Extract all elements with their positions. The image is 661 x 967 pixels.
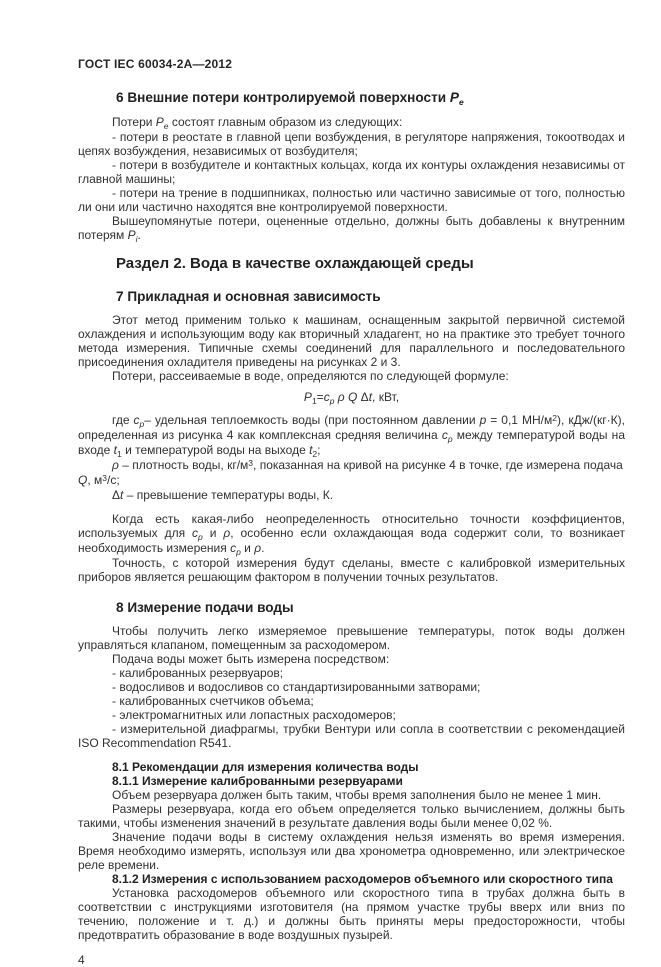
subsection-8-1-heading: 8.1 Рекомендации для измерения количества воды — [112, 760, 419, 774]
para-where-cp: где $c_p-$ удельная теплоемкость воды (при постоянном давлении p = 0,1 $МН/м^2$), кДж/(кг·К), определенная из рисунка 4 как комплексная средняя величина $c_p$ между температурой воды на входе $t_1$ и температурой воды на выходе $t_2$; — [78, 412, 625, 459]
para-uncertainty: Когда есть какая-либо неопределенность относительно точности коэффициентов, используемых для $c_p$ и ρ, особенно если охлаждающая вода содержит соли, то возникает необходимость измерения $c_p$ и ρ. — [78, 512, 625, 557]
para-summary: Вышеупомянутые потери, оцененные отдельно, должны быть добавлены к внутренним потерям $P_i$. — [78, 214, 625, 244]
para-dimensions: Размеры резервуара, когда его объем определяется только вычислением, должны быть такими, чтобы изменения значений в результате давления воды были менее 0,02 %. — [78, 802, 625, 830]
page-number: 4 — [78, 953, 85, 967]
bullet-item: - измерительной диафрагмы, трубки Вентури или сопла в соответствии с рекомендацией ISO Recommendation R541. — [78, 722, 625, 750]
para-flow-value: Значение подачи воды в систему охлаждения нельзя изменять во время измерения. Время необходимо измерять, используя или два хронометра одновременно, или электрическое реле времени. — [78, 830, 625, 872]
subsection-8-1-2-heading: 8.1.2 Измерения с использованием расходомеров объемного или скоростного типа — [112, 872, 613, 886]
para-method: Этот метод применим только к машинам, оснащенным закрытой первичной системой охлаждения и использующим воду как вторичный хладагент, но на практике это требует точного метода измерения. Типичные схемы соединений для параллельного и последовательного присоединения охладителя приведены на рисунках 2 и 3. — [78, 313, 625, 369]
para-pe-intro: Потери $P_е$ состоят главным образом из следующих: — [112, 115, 403, 131]
bullet-item: - потери в реостате в главной цепи возбуждения, в регуляторе напряжения, токоотводах и цепях возбуждения, независимых от возбудителя; — [78, 130, 625, 158]
bullet-item: - калиброванных резервуаров; — [112, 666, 284, 680]
para-flow-control: Чтобы получить легко измеряемое превышение температуры, поток воды должен управляться клапаном, помещенным за расходомером. — [78, 624, 625, 652]
para-measured-by: Подача воды может быть измерена посредством: — [112, 652, 390, 666]
bullet-item: - электромагнитных или лопастных расходомеров; — [112, 708, 396, 722]
para-formula-intro: Потери, рассеиваемые в воде, определяются по следующей формуле: — [112, 369, 509, 383]
section-6-heading: 6 Внешние потери контролируемой поверхности Pе — [116, 90, 464, 107]
para-delta-t-def: Δt – превышение температуры воды, К. — [112, 488, 334, 502]
bullet-item: - потери в возбудителе и контактных кольцах, когда их контуры охлаждения независимы от главной машины; — [78, 158, 625, 186]
para-volume: Объем резервуара должен быть таким, чтобы время заполнения было не менее 1 мин. — [112, 788, 602, 802]
bullet-item: - потери на трение в подшипниках, полностью или частично зависимые от того, полностью ли они или частично находятся вне контролируемой поверхности. — [78, 186, 625, 214]
formula-p1: $P_1=c_p$ ρ Q Δt, кВт, — [303, 390, 400, 406]
bullet-item: - водосливов и водосливов со стандартизированными затворами; — [112, 680, 481, 694]
running-header: ГОСТ IEC 60034-2А—2012 — [78, 57, 233, 71]
section-8-heading: 8 Измерение подачи воды — [116, 600, 294, 615]
section2-heading: Раздел 2. Вода в качестве охлаждающей среды — [116, 255, 474, 272]
section-7-heading: 7 Прикладная и основная зависимость — [116, 289, 381, 304]
para-rho-def: ρ – плотность воды, $кг/м^3$, показанная на кривой на рисунке 4 в точке, где измерена подача Q, $м^3/с$; — [78, 457, 623, 487]
para-accuracy: Точность, с которой измерения будут сделаны, вместе с калибровкой измерительных приборов является решающим фактором в получении точных результатов. — [78, 556, 625, 584]
subsection-8-1-1-heading: 8.1.1 Измерение калиброванными резервуарами — [112, 774, 403, 788]
para-installation: Установка расходомеров объемного или скоростного типа в трубах должна быть в соответствии с инструкциями изготовителя (на прямом участке трубы вверх или вниз по течению, положение и т. д.) и должны быть приняты меры предосторожности, чтобы предотвратить образование в воде воздушных пузырей. — [78, 886, 625, 942]
bullet-item: - калиброванных счетчиков объема; — [112, 694, 314, 708]
